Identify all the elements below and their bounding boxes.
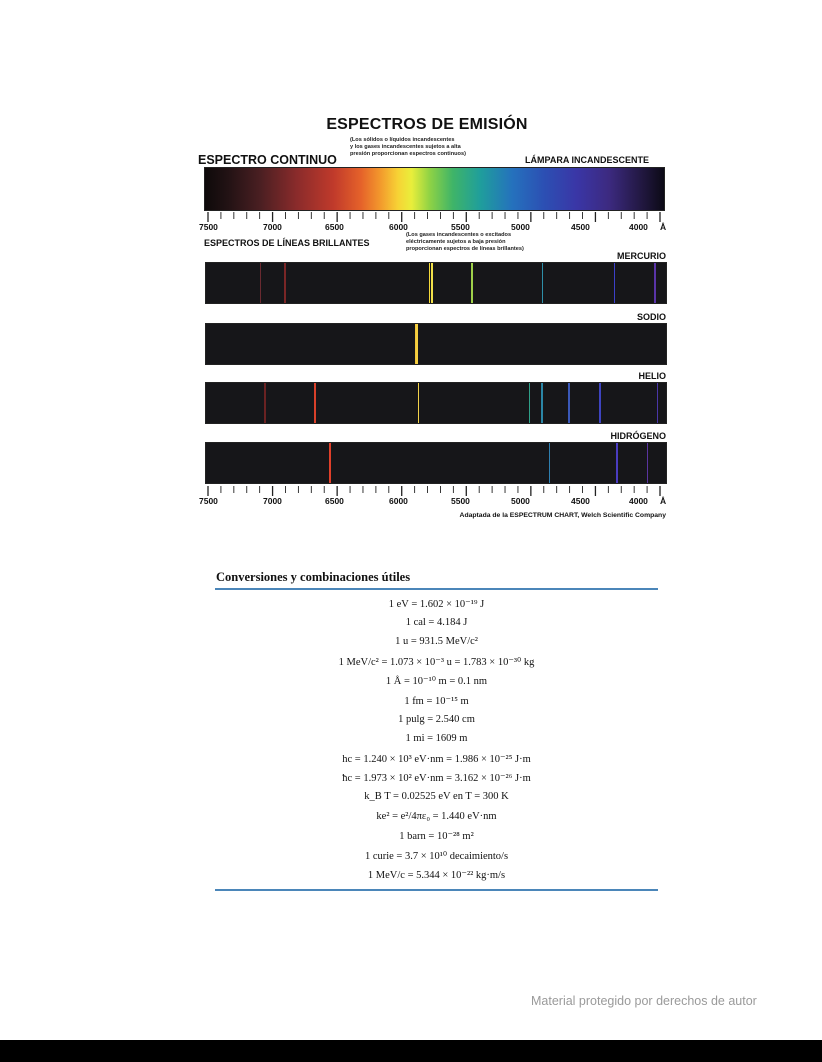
- tick-label: 4500: [571, 222, 590, 232]
- scale-ticks: [205, 486, 667, 496]
- emission-line: [429, 263, 431, 303]
- emission-line: [614, 263, 616, 303]
- tick-label: 6500: [325, 222, 344, 232]
- conversion-line: hc = 1.240 × 10³ eV·nm = 1.986 × 10⁻²⁵ J·m: [342, 754, 531, 765]
- conversion-line: 1 MeV/c = 5.344 × 10⁻²² kg·m/s: [367, 870, 506, 881]
- element-label: SODIO: [636, 312, 666, 322]
- bottom-rule: [215, 889, 658, 891]
- conversion-line: 1 pulg = 2.540 cm: [398, 714, 475, 725]
- element-label: HELIO: [638, 371, 666, 381]
- chart-title: ESPECTROS DE EMISIÓN: [326, 116, 528, 133]
- emission-line: [418, 383, 420, 423]
- conversion-line: 1 Å = 10⁻¹⁰ m = 0.1 nm: [385, 676, 488, 687]
- tick-label: Å: [660, 496, 667, 506]
- tick-label: 7500: [199, 222, 218, 232]
- helium-spectrum: [205, 382, 667, 424]
- tick-label: 6500: [325, 496, 344, 506]
- bright-note-line: (Los gases incandescentes o excitados: [406, 232, 512, 238]
- scale-ticks: [205, 212, 667, 222]
- conversion-line: 1 u = 931.5 MeV/c²: [395, 636, 478, 647]
- tick-label: 4000: [629, 222, 648, 232]
- conversion-line: 1 eV = 1.602 × 10⁻¹⁹ J: [388, 599, 485, 610]
- element-label: MERCURIO: [617, 251, 666, 261]
- conversion-line: 1 barn = 10⁻²⁸ m²: [399, 831, 474, 842]
- conversion-line: 1 MeV/c² = 1.073 × 10⁻³ u = 1.783 × 10⁻³⁰ kg: [338, 657, 535, 668]
- emission-line: [416, 324, 418, 364]
- heading-rule: [215, 588, 658, 590]
- emission-line: [616, 443, 618, 483]
- lamp-label: LÁMPARA INCANDESCENTE: [525, 155, 650, 165]
- element-label: HIDRÓGENO: [610, 431, 666, 441]
- conversion-line: 1 mi = 1609 m: [405, 733, 468, 744]
- emission-line: [264, 383, 266, 423]
- tick-label: Å: [660, 222, 667, 232]
- emission-line: [599, 383, 601, 423]
- wavelength-scale-bottom: [199, 486, 667, 506]
- emission-line: [314, 383, 316, 423]
- tick-label: 6000: [389, 222, 408, 232]
- tick-label: 5000: [511, 496, 530, 506]
- emission-line: [657, 383, 659, 423]
- tick-label: 6000: [389, 496, 408, 506]
- emission-line: [542, 263, 544, 303]
- sodium-spectrum: [205, 323, 667, 365]
- bright-lines-note: [406, 232, 586, 253]
- continuous-note-line: presión proporcionan espectros continuos): [350, 151, 466, 157]
- emission-line: [471, 263, 473, 303]
- continuous-note-line: (Los sólidos o líquidos incandescentes: [350, 137, 455, 143]
- continuous-note-line: y los gases incandescentes sujetos a alta: [350, 144, 461, 150]
- hydrogen-spectrum: [205, 442, 667, 484]
- tick-label: 7500: [199, 496, 218, 506]
- emission-line: [431, 263, 433, 303]
- copyright-watermark: Material protegido por derechos de autor: [531, 994, 757, 1008]
- tick-label: 5500: [451, 222, 470, 232]
- conversion-line: ke² = e²/4πε₀ = 1.440 eV·nm: [376, 811, 497, 822]
- emission-line: [654, 263, 656, 303]
- bright-lines-label: ESPECTROS DE LÍNEAS BRILLANTES: [204, 238, 370, 248]
- continuous-spectrum-bar: [204, 167, 665, 211]
- conversion-line: k_B T = 0.02525 eV en T = 300 K: [364, 791, 509, 802]
- chart-credit: Adaptada de la ESPECTRUM CHART, Welch Scientific Company: [459, 512, 666, 519]
- conversions-heading: Conversiones y combinaciones útiles: [216, 570, 411, 584]
- emission-line: [284, 263, 286, 303]
- emission-line: [541, 383, 543, 423]
- bright-note-line: eléctricamente sujetos a baja presión: [406, 239, 506, 245]
- mercury-spectrum: [205, 262, 667, 304]
- bright-note-line: proporcionan espectros de líneas brillantes): [406, 246, 524, 252]
- conversion-line: 1 cal = 4.184 J: [405, 617, 468, 628]
- emission-line: [568, 383, 570, 423]
- continuous-note: [350, 137, 520, 158]
- tick-label: 5000: [511, 222, 530, 232]
- conversion-line: ħc = 1.973 × 10² eV·nm = 3.162 × 10⁻²⁶ J·m: [342, 773, 531, 784]
- wavelength-scale-top: [199, 212, 667, 232]
- emission-line: [260, 263, 262, 303]
- tick-label: 4500: [571, 496, 590, 506]
- tick-label: 7000: [263, 496, 282, 506]
- emission-line: [549, 443, 551, 483]
- tick-label: 5500: [451, 496, 470, 506]
- conversion-line: 1 curie = 3.7 × 10¹⁰ decaimiento/s: [364, 851, 509, 862]
- continuous-spectrum-label: ESPECTRO CONTINUO: [198, 153, 337, 167]
- conversion-line: 1 fm = 10⁻¹⁵ m: [404, 696, 469, 707]
- emission-line: [329, 443, 331, 483]
- emission-line: [529, 383, 531, 423]
- tick-label: 7000: [263, 222, 282, 232]
- bottom-black-band: [0, 1040, 822, 1062]
- emission-line: [647, 443, 649, 483]
- tick-label: 4000: [629, 496, 648, 506]
